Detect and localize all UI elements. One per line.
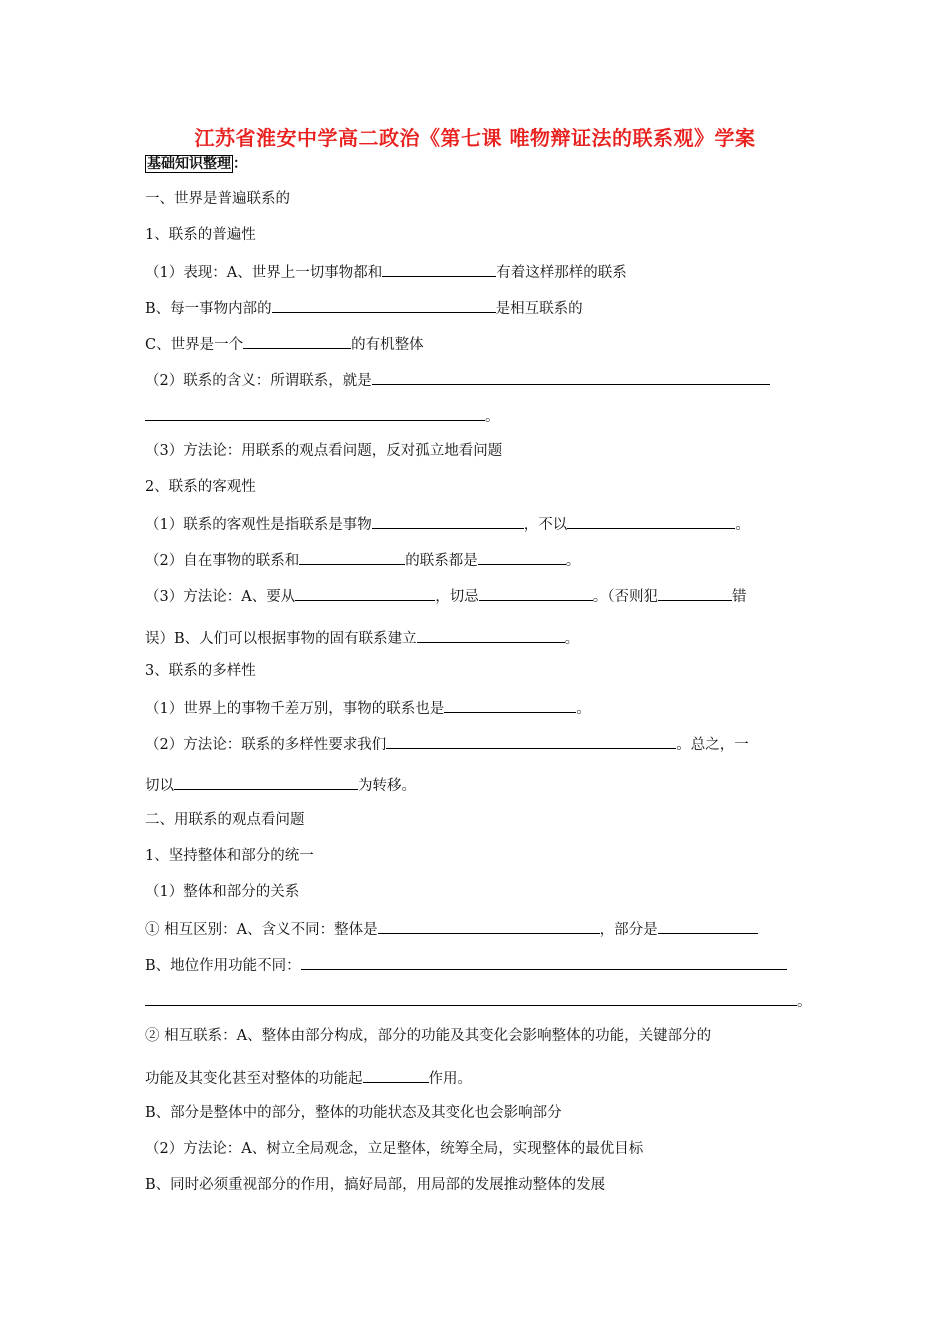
subsection-diversity: 3、联系的多样性 (145, 663, 256, 679)
text-line: B、同时必须重视部分的作用，搞好局部，用局部的发展推动整体的发展 (145, 1177, 606, 1193)
answer-blank[interactable] (372, 513, 524, 529)
fill-line: C、世界是一个 的有机整体 (145, 333, 424, 355)
fill-line: B、每一事物内部的 是相互联系的 (145, 297, 583, 319)
fill-line: 功能及其变化甚至对整体的功能起 作用。 (145, 1067, 472, 1089)
fill-line: ① 相互区别：A、含义不同：整体是 ，部分是 (145, 918, 758, 940)
fill-line: 。 (145, 405, 500, 427)
answer-blank[interactable] (174, 774, 358, 790)
answer-blank[interactable] (382, 261, 496, 277)
answer-blank[interactable] (299, 549, 405, 565)
fill-line: （1）联系的客观性是指联系是事物 ，不以 。 (145, 513, 750, 535)
fill-line: （1）世界上的事物千差万别，事物的联系也是 。 (145, 697, 591, 719)
section-heading (145, 153, 247, 173)
subsection-universality: 1、联系的普遍性 (145, 227, 256, 243)
page-title: 江苏省淮安中学高二政治《第七课 唯物辩证法的联系观》学案 (194, 126, 756, 150)
fill-line: 切以 为转移。 (145, 774, 416, 796)
answer-blank[interactable] (295, 585, 435, 601)
text-line: ② 相互联系：A、整体由部分构成，部分的功能及其变化会影响整体的功能，关键部分的 (145, 1028, 712, 1044)
answer-blank[interactable] (479, 585, 593, 601)
answer-blank[interactable] (145, 405, 485, 421)
answer-blank[interactable] (658, 585, 732, 601)
answer-blank[interactable] (444, 697, 576, 713)
answer-blank[interactable] (658, 918, 758, 934)
heading-label: 基础知识整理 (147, 156, 231, 172)
answer-blank[interactable] (372, 369, 770, 385)
answer-blank[interactable] (478, 549, 566, 565)
fill-line: （3）方法论：A、要从 ，切忌 。（否则犯 错 (145, 585, 746, 607)
answer-blank[interactable] (272, 297, 496, 313)
answer-blank[interactable] (378, 918, 600, 934)
text-line: （2）方法论：A、树立全局观念，立足整体，统筹全局，实现整体的最优目标 (145, 1141, 644, 1157)
fill-line: B、地位作用功能不同： (145, 954, 787, 976)
answer-blank[interactable] (145, 990, 797, 1006)
fill-line: （2）自在事物的联系和 的联系都是 。 (145, 549, 580, 571)
answer-blank[interactable] (567, 513, 735, 529)
answer-blank[interactable] (363, 1067, 429, 1083)
section-one-title: 一、世界是普遍联系的 (145, 191, 290, 207)
section-two-title: 二、用联系的观点看问题 (145, 812, 305, 828)
answer-blank[interactable] (417, 627, 565, 643)
answer-blank[interactable] (386, 733, 676, 749)
text-line: （3）方法论：用联系的观点看问题，反对孤立地看问题 (145, 443, 503, 459)
subsection-whole-part: 1、坚持整体和部分的统一 (145, 848, 314, 864)
fill-line: 。 (145, 990, 812, 1012)
text-line: B、部分是整体中的部分，整体的功能状态及其变化也会影响部分 (145, 1105, 562, 1121)
fill-line: 误）B、人们可以根据事物的固有联系建立 。 (145, 627, 579, 649)
fill-line: （1）表现：A、世界上一切事物都和 有着这样那样的联系 (145, 261, 627, 283)
subsection-objectivity: 2、联系的客观性 (145, 479, 256, 495)
answer-blank[interactable] (243, 333, 351, 349)
heading-colon: ： (233, 156, 247, 172)
fill-line: （2）方法论：联系的多样性要求我们 。总之，一 (145, 733, 749, 755)
text-line: （1）整体和部分的关系 (145, 884, 300, 900)
fill-line: （2）联系的含义：所谓联系，就是 (145, 369, 770, 391)
answer-blank[interactable] (301, 954, 787, 970)
